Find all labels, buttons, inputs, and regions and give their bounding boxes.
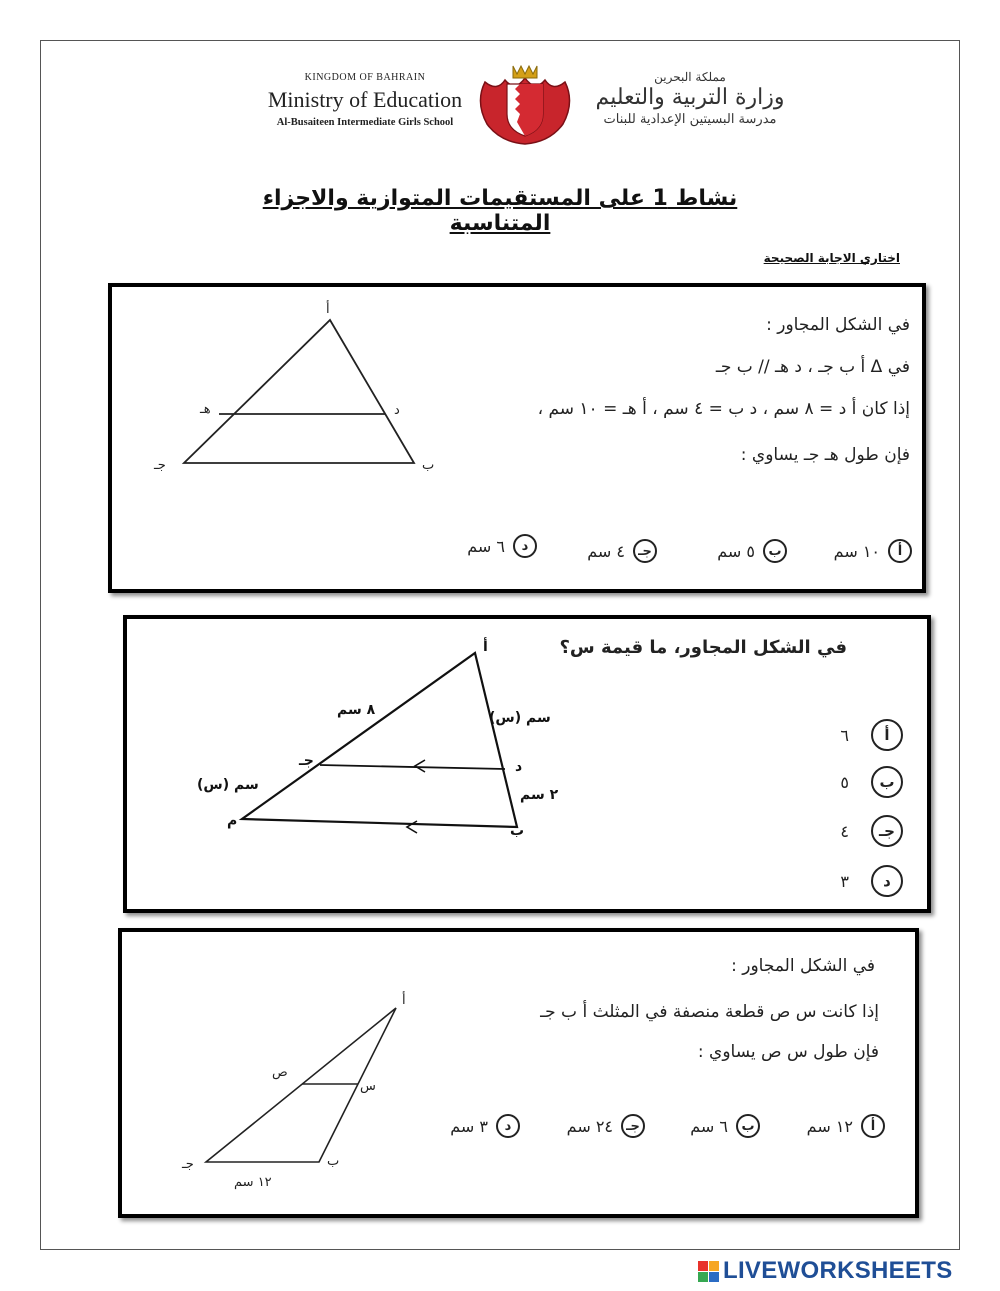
question-1	[108, 283, 926, 593]
q3-base-length: ١٢ سم	[234, 1175, 272, 1190]
q3-label-s: س	[360, 1079, 376, 1094]
logo-square-4	[709, 1272, 719, 1282]
q3-label-b: ب	[327, 1154, 340, 1169]
header-ministry-en: Ministry of Education	[267, 87, 463, 112]
q1-label-h: هـ	[200, 402, 211, 417]
q2-option-b-letter: ب	[871, 766, 903, 798]
q1-option-b-letter: ب	[763, 539, 787, 563]
instruction: اختاري الاجابة الصحيحة	[763, 251, 900, 265]
logo-square-3	[698, 1272, 708, 1282]
q2-seg-top-right: (س) سم	[489, 710, 551, 726]
q3-option-b-letter: ب	[736, 1114, 760, 1138]
q1-label-d: د	[394, 403, 400, 418]
q2-option-d-letter: د	[871, 865, 903, 897]
q2-label-b: ب	[510, 823, 525, 839]
q1-option-c-letter: جـ	[633, 539, 657, 563]
q3-line-2: إذا كانت س ص قطعة منصفة في المثلث أ ب جـ	[540, 1002, 879, 1022]
q2-triangle-figure	[127, 619, 927, 909]
q1-option-d-letter: د	[513, 534, 537, 558]
q1-line-1: في الشكل المجاور :	[766, 315, 910, 335]
q3-line-1: في الشكل المجاور :	[731, 956, 875, 976]
liveworksheets-logo-icon	[698, 1261, 719, 1282]
q1-label-a: أ	[326, 302, 330, 317]
q3-option-d-letter: د	[496, 1114, 520, 1138]
q1-option-a[interactable]	[834, 539, 912, 563]
question-2	[123, 615, 931, 913]
q2-option-d-text: ٣	[840, 871, 849, 891]
q3-option-d[interactable]	[450, 1114, 520, 1138]
q2-option-b-text: ٥	[840, 772, 849, 792]
q3-label-p: ص	[272, 1065, 288, 1080]
q2-option-c-text: ٤	[840, 821, 849, 841]
q2-option-a-letter: أ	[871, 719, 903, 751]
q1-option-b-text: ٥ سم	[717, 541, 755, 561]
q2-parallel-segment	[320, 765, 505, 769]
q2-label-m: م	[227, 813, 238, 829]
header-arabic	[590, 70, 790, 127]
q3-option-d-text: ٣ سم	[450, 1116, 488, 1136]
q2-seg-top-left: ٨ سم	[337, 702, 376, 718]
q3-label-a: أ	[402, 993, 406, 1008]
q2-question: في الشكل المجاور، ما قيمة س؟	[559, 637, 847, 658]
header-kingdom-ar: مملكة البحرين	[654, 70, 726, 84]
q1-option-d[interactable]	[467, 534, 537, 558]
q1-label-c: جـ	[154, 458, 166, 473]
q2-option-c[interactable]	[840, 815, 903, 847]
header-ministry-ar: وزارة التربية والتعليم	[595, 85, 785, 110]
header-english	[255, 72, 475, 128]
q2-triangle	[242, 653, 517, 827]
logo-square-2	[709, 1261, 719, 1271]
bahrain-emblem-icon	[475, 62, 575, 147]
q2-option-c-letter: جـ	[871, 815, 903, 847]
header-kingdom-en: KINGDOM OF BAHRAIN	[304, 72, 426, 83]
q2-label-d: د	[515, 759, 523, 775]
q2-label-j: جـ	[299, 753, 314, 769]
q3-option-c[interactable]	[567, 1114, 645, 1138]
header-school-en: Al-Busaiteen Intermediate Girls School	[276, 117, 454, 128]
q2-arrow-top	[415, 760, 425, 772]
q2-label-a: أ	[483, 639, 488, 655]
question-3	[118, 928, 919, 1218]
q3-option-b-text: ٦ سم	[690, 1116, 728, 1136]
q3-option-a[interactable]	[807, 1114, 885, 1138]
q2-seg-bottom-right: ٢ سم	[520, 787, 559, 803]
header-school-ar: مدرسة البسيتين الإعدادية للبنات	[603, 112, 777, 127]
q2-option-a-text: ٦	[840, 725, 849, 745]
q1-option-a-text: ١٠ سم	[833, 541, 880, 561]
q1-option-c-text: ٤ سم	[587, 541, 625, 561]
q3-line-3: فإن طول س ص يساوي :	[697, 1042, 879, 1062]
q3-option-c-text: ٢٤ سم	[566, 1116, 613, 1136]
q1-line-4: فإن طول هـ جـ يساوي :	[740, 445, 910, 465]
q2-option-a[interactable]	[840, 719, 903, 751]
q1-option-d-text: ٦ سم	[467, 536, 505, 556]
liveworksheets-footer	[698, 1257, 953, 1285]
q2-option-d[interactable]	[840, 865, 903, 897]
q3-option-a-letter: أ	[861, 1114, 885, 1138]
q1-option-b[interactable]	[717, 539, 787, 563]
q1-line-2: في Δ أ ب جـ ، د هـ // ب جـ	[715, 357, 910, 377]
q1-option-c[interactable]	[587, 539, 657, 563]
q3-label-c: جـ	[182, 1157, 194, 1172]
logo-square-1	[698, 1261, 708, 1271]
worksheet-title: نشاط 1 على المستقيمات المتوازية والاجزاء المتناسبة	[262, 186, 738, 236]
liveworksheets-brand: LIVEWORKSHEETS	[723, 1257, 953, 1284]
q3-option-a-text: ١٢ سم	[806, 1116, 853, 1136]
q2-seg-bottom-left: (س) سم	[197, 777, 259, 793]
q3-option-b[interactable]	[690, 1114, 760, 1138]
school-header	[0, 62, 1000, 152]
q1-label-b: ب	[422, 458, 435, 473]
q3-option-c-letter: جـ	[621, 1114, 645, 1138]
q1-triangle	[184, 320, 414, 463]
q1-line-3: إذا كان أ د = ٨ سم ، د ب = ٤ سم ، أ هـ = ١٠ سم ،	[537, 399, 910, 419]
q1-option-a-letter: أ	[888, 539, 912, 563]
q2-option-b[interactable]	[840, 766, 903, 798]
